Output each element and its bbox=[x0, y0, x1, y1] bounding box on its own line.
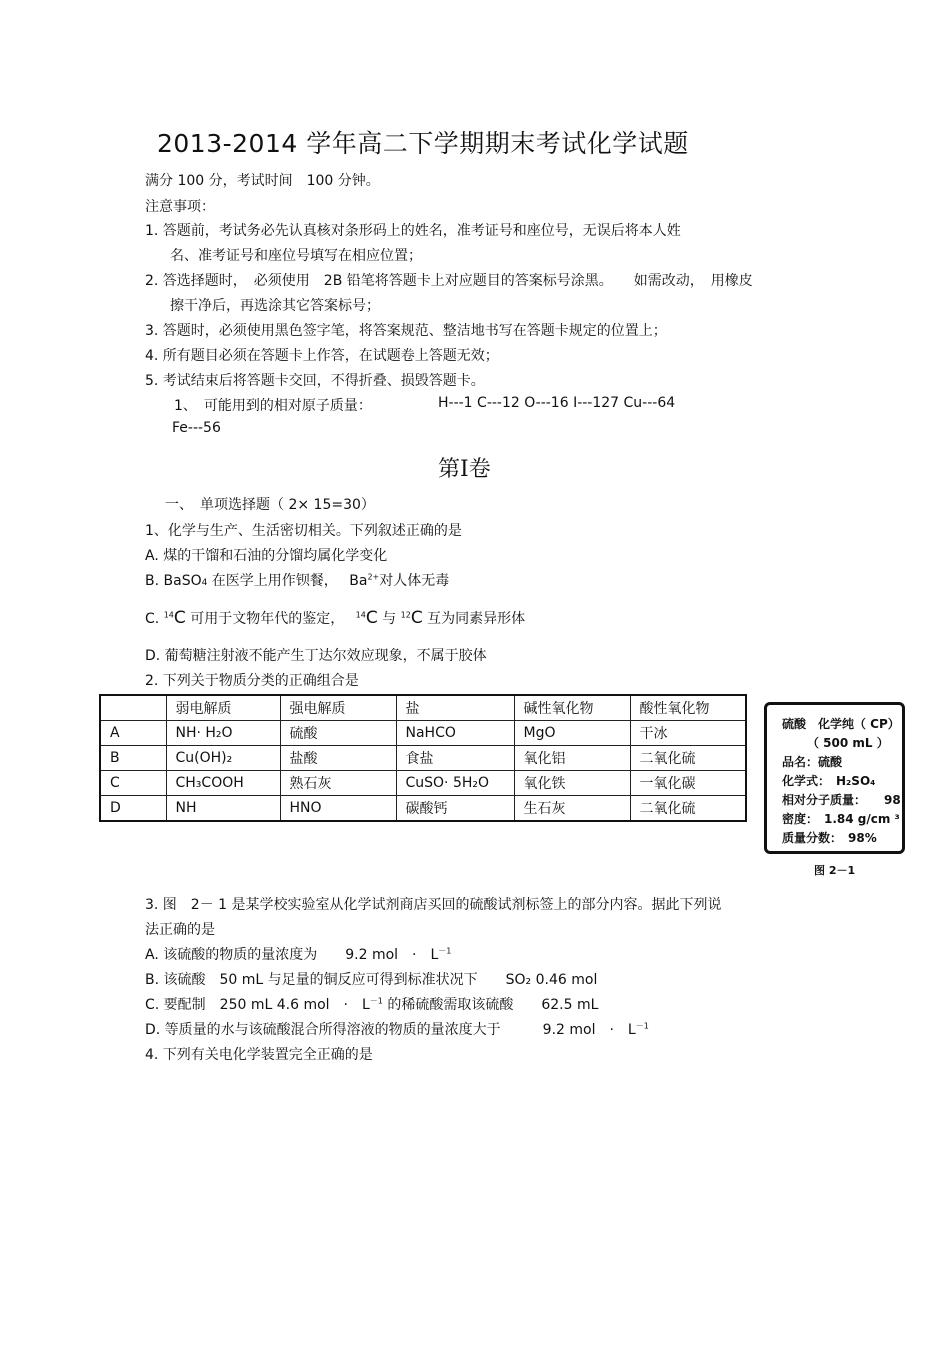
notice-3: 3. 答题时，必须使用黑色签字笔，将答案规范、整洁地书写在答题卡规定的位置上； bbox=[145, 323, 667, 339]
q1-option-a: A. 煤的干馏和石油的分馏均属化学变化 bbox=[145, 548, 388, 564]
atomic-mass-values: H---1 C---12 O---16 I---127 Cu---64 bbox=[438, 395, 676, 411]
table-row bbox=[100, 796, 746, 822]
table-cell: CuSO· 5H₂O bbox=[396, 771, 514, 796]
notice-4: 4. 所有题目必须在答题卡上作答，在试题卷上答题无效； bbox=[145, 348, 499, 364]
notice-5: 5. 考试结束后将答题卡交回，不得折叠、损毁答题卡。 bbox=[145, 373, 485, 389]
table-header-cell bbox=[100, 695, 166, 721]
q4-stem: 4. 下列有关电化学装置完全正确的是 bbox=[145, 1047, 373, 1063]
reagent-label-line: 相对分子质量： 98 bbox=[782, 793, 901, 807]
notice-2-cont: 擦干净后，再选涂其它答案标号； bbox=[170, 298, 380, 314]
table-cell: NH bbox=[166, 796, 280, 822]
table-header-cell: 弱电解质 bbox=[166, 695, 280, 721]
reagent-label-line: 质量分数： 98% bbox=[782, 831, 877, 845]
atomic-mass-cont: Fe---56 bbox=[172, 420, 221, 436]
table-cell: 二氧化硫 bbox=[630, 796, 746, 822]
table-cell: A bbox=[100, 721, 166, 746]
reagent-label-figure bbox=[764, 702, 905, 854]
table-cell: 碳酸钙 bbox=[396, 796, 514, 822]
table-cell: 一氧化碳 bbox=[630, 771, 746, 796]
q3-stem: 3. 图 2－ 1 是某学校实验室从化学试剂商店买回的硫酸试剂标签上的部分内容。据此下列说 bbox=[145, 897, 722, 913]
table-cell: 硫酸 bbox=[280, 721, 396, 746]
q3-option-c: C. 要配制 250 mL 4.6 mol · $L^{-1}$ 的稀硫酸需取该硫酸 62.5 mL bbox=[145, 996, 599, 1013]
table-cell: CH₃COOH bbox=[166, 771, 280, 796]
classification-table bbox=[99, 694, 747, 822]
part-heading: 一、 单项选择题（ 2× 15=30） bbox=[165, 497, 375, 513]
table-header-cell: 碱性氧化物 bbox=[514, 695, 630, 721]
notice-heading: 注意事项： bbox=[145, 199, 215, 215]
q3-option-b: B. 该硫酸 50 mL 与足量的铜反应可得到标准状况下 SO₂ 0.46 mol bbox=[145, 972, 598, 988]
figure-caption: 图 2－1 bbox=[814, 864, 856, 877]
table-cell: 氧化铝 bbox=[514, 746, 630, 771]
table-cell: NaHCO bbox=[396, 721, 514, 746]
table-cell: 干冰 bbox=[630, 721, 746, 746]
table-cell: MgO bbox=[514, 721, 630, 746]
table-cell: B bbox=[100, 746, 166, 771]
page-title: 2013-2014 学年高二下学期期末考试化学试题 bbox=[157, 129, 689, 158]
q1-option-c: C. $^{14}$C 可用于文物年代的鉴定， $^{14}$C 与 $^{12}$C 互为同素异形体 bbox=[145, 608, 526, 628]
table-cell: NH· H₂O bbox=[166, 721, 280, 746]
table-header-cell: 盐 bbox=[396, 695, 514, 721]
reagent-label-line: 品名：硫酸 bbox=[782, 755, 843, 769]
reagent-label-line: 硫酸 化学纯（ CP） bbox=[782, 717, 900, 731]
reagent-label-line: （ 500 mL ） bbox=[807, 736, 889, 750]
table-cell: 盐酸 bbox=[280, 746, 396, 771]
reagent-label-line: 化学式： H₂SO₄ bbox=[782, 774, 876, 788]
table-cell: 氧化铁 bbox=[514, 771, 630, 796]
q1-option-b: B. BaSO4 在医学上用作钡餐， $Ba^{2+}$对人体无毒 bbox=[145, 572, 450, 589]
q1-option-d: D. 葡萄糖注射液不能产生丁达尔效应现象，不属于胶体 bbox=[145, 648, 487, 664]
q1-stem: 1、化学与生产、生活密切相关。下列叙述正确的是 bbox=[145, 523, 462, 539]
table-row bbox=[100, 721, 746, 746]
notice-1: 1. 答题前，考试务必先认真核对条形码上的姓名，准考证号和座位号，无误后将本人姓 bbox=[145, 223, 681, 239]
q3-option-d: D. 等质量的水与该硫酸混合所得溶液的物质的量浓度大于 9.2 mol · $L^{-1}$ bbox=[145, 1021, 649, 1038]
table-cell: Cu(OH)₂ bbox=[166, 746, 280, 771]
table-cell: 食盐 bbox=[396, 746, 514, 771]
table-cell: 二氧化硫 bbox=[630, 746, 746, 771]
table-header-cell: 酸性氧化物 bbox=[630, 695, 746, 721]
notice-2: 2. 答选择题时， 必须使用 2B 铅笔将答题卡上对应题目的答案标号涂黑。 如需改动， 用橡皮 bbox=[145, 273, 753, 289]
table-cell: C bbox=[100, 771, 166, 796]
section-title: 第Ⅰ卷 bbox=[438, 457, 491, 482]
table-cell: D bbox=[100, 796, 166, 822]
q3-stem-cont: 法正确的是 bbox=[145, 922, 215, 938]
notice-1-cont: 名、准考证号和座位号填写在相应位置； bbox=[170, 248, 422, 264]
table-cell: HNO bbox=[280, 796, 396, 822]
table-cell: 生石灰 bbox=[514, 796, 630, 822]
table-header-row bbox=[100, 695, 746, 721]
reagent-label-line: 密度： 1.84 g/cm ³ bbox=[782, 812, 900, 826]
table-row bbox=[100, 771, 746, 796]
q3-option-a: A. 该硫酸的物质的量浓度为 9.2 mol · $L^{-1}$ bbox=[145, 946, 452, 963]
table-row bbox=[100, 746, 746, 771]
q2-stem: 2. 下列关于物质分类的正确组合是 bbox=[145, 673, 359, 689]
table-cell: 熟石灰 bbox=[280, 771, 396, 796]
score-time: 满分 100 分，考试时间 100 分钟。 bbox=[145, 173, 380, 189]
atomic-mass-label: 1、 可能用到的相对原子质量： bbox=[174, 398, 372, 414]
table-header-cell: 强电解质 bbox=[280, 695, 396, 721]
